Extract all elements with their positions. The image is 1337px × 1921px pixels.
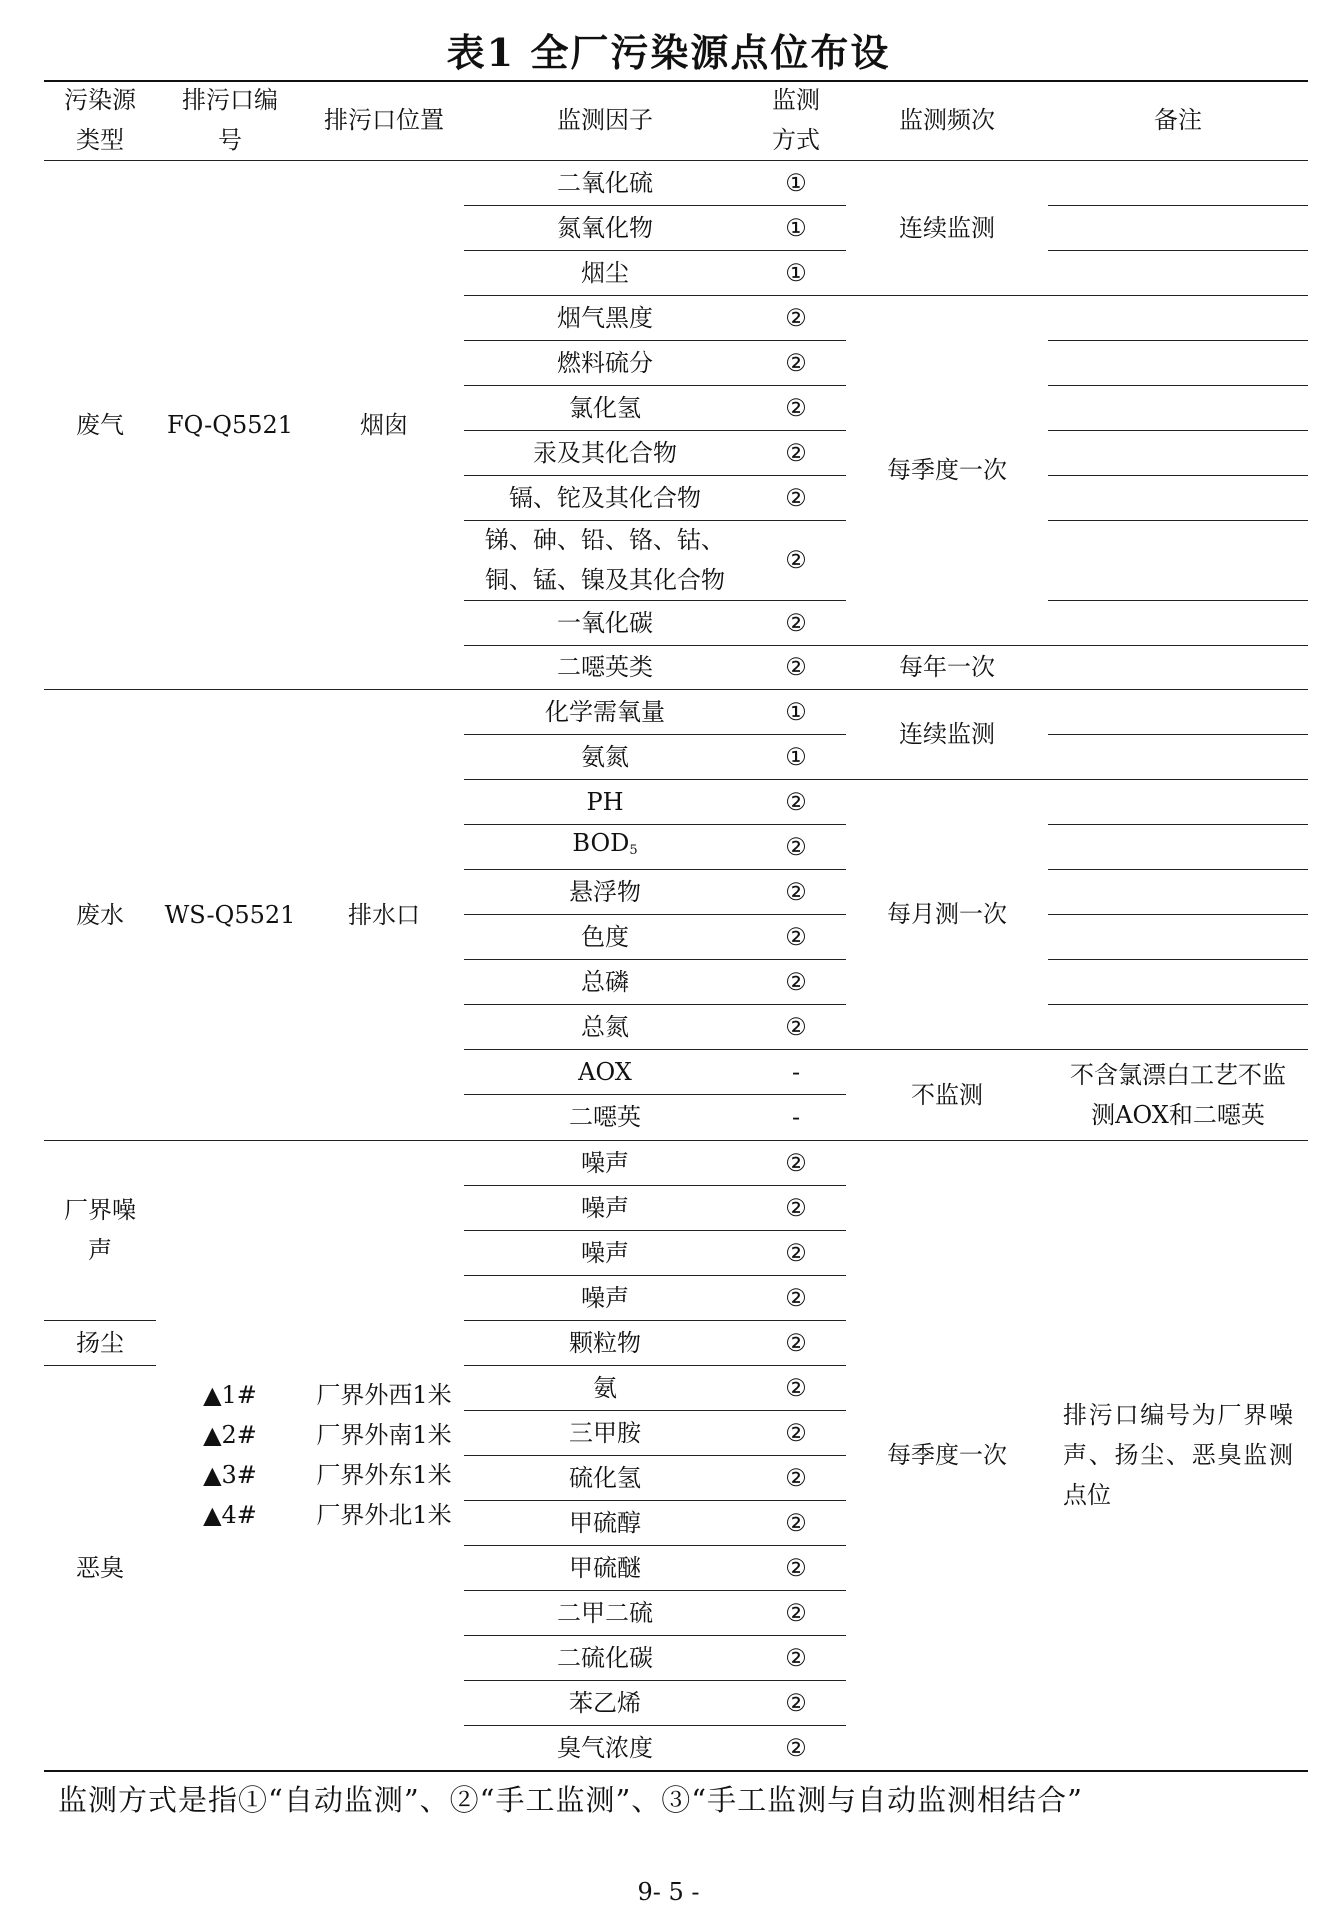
factor-cell: 氨氮 [581,742,629,771]
boundary-outlet-ids [156,1140,304,1770]
footnote: 监测方式是指①“自动监测”、②“手工监测”、③“手工监测与自动监测相结合” [58,1783,1083,1817]
factor-cell: 镉、铊及其化合物 [509,483,701,512]
remark-cell: 不含氯漂白工艺不监测AOX和二噁英 [1070,1060,1286,1129]
factor-cell: 色度 [581,922,629,951]
frequency-cell: 每月测一次 [887,900,1007,928]
factor-cell: 锑、砷、铅、铬、钴、铜、锰、镍及其化合物 [485,526,725,594]
factor-cell: 噪声 [581,1283,629,1312]
factor-cell: 二硫化碳 [557,1643,653,1672]
method-cell: ② [785,483,807,512]
method-cell: - [791,1057,801,1086]
method-cell: ② [785,787,807,816]
factor-cell: 噪声 [581,1238,629,1267]
factor-cell: 化学需氧量 [545,697,665,726]
factor-cell: 苯乙烯 [569,1688,641,1717]
frequency-cell: 不监测 [911,1080,983,1109]
outlet-id: ▲1# [203,1381,257,1409]
factor-cell: 燃料硫分 [557,348,653,377]
waste-gas-type: 废气 [76,410,124,439]
frequency-cell: 每季度一次 [887,1441,1007,1469]
method-cell: ① [785,168,807,197]
table-title: 表1 全厂污染源点位布设 [446,30,891,75]
method-cell: ② [785,967,807,996]
outlet-id: ▲2# [203,1421,257,1449]
method-cell: ② [785,438,807,467]
factor-cell: 氨 [593,1373,617,1402]
header-monitoring-frequency: 监测频次 [899,106,995,134]
method-cell: ② [785,546,807,574]
outlet-id: ▲4# [203,1501,257,1529]
factor-cell: AOX [578,1057,632,1086]
waste-water-outlet-id: WS-Q5521 [164,900,296,929]
header-pollution-type: 污染源类型 [64,86,136,154]
method-cell: ② [785,303,807,332]
factor-cell: 硫化氢 [569,1463,641,1492]
factor-cell: 二氧化硫 [557,168,653,197]
method-cell: ② [785,1283,807,1312]
method-cell: ② [785,832,807,861]
location-text: 厂界外西1米 [316,1381,452,1409]
method-cell: ② [785,1598,807,1627]
factor-cell: 氮氧化物 [557,213,653,242]
method-cell: ② [785,1733,807,1762]
factor-cell: 悬浮物 [569,877,641,906]
factor-cell: 氯化氢 [569,393,641,422]
factor-cell: 烟气黑度 [557,303,653,332]
boundary-locations [304,1140,464,1770]
header-monitoring-method: 监测方式 [772,86,820,154]
factor-cell: 总磷 [581,967,629,996]
method-cell: ② [785,653,807,681]
header-outlet-id: 排污口编号 [182,86,278,154]
factor-cell: 汞及其化合物 [533,438,677,467]
factor-cell: 二噁英 [569,1103,641,1131]
factor-cell: 二甲二硫 [557,1598,653,1627]
waste-gas-location: 烟囱 [360,410,408,439]
method-cell: ② [785,1193,807,1222]
method-cell: ① [785,742,807,771]
waste-gas-outlet-id: FQ-Q5521 [166,410,294,439]
method-cell: ① [785,258,807,287]
method-cell: ② [785,1148,807,1177]
factor-cell: 颗粒物 [569,1328,641,1357]
method-cell: ① [785,213,807,242]
method-cell: ② [785,1373,807,1402]
boundary-noise-type: 厂界噪声 [64,1196,136,1264]
method-cell: ② [785,1643,807,1672]
header-remarks: 备注 [1154,106,1202,134]
factor-cell: 噪声 [581,1148,629,1177]
method-cell: ② [785,1418,807,1447]
factor-cell: 甲硫醚 [569,1553,641,1582]
remark-cell: 排污口编号为厂界噪声、扬尘、恶臭监测点位 [1063,1401,1293,1509]
factor-cell: 二噁英类 [557,653,653,681]
bod-label: $BOD_5$ [572,828,638,858]
method-cell: ② [785,877,807,906]
method-cell: ① [785,697,807,726]
factor-cell: 烟尘 [581,258,629,287]
factor-cell: PH [586,787,624,816]
frequency-cell: 每年一次 [899,653,995,681]
monitoring-table [44,80,1308,1770]
method-cell: ② [785,348,807,377]
method-cell: ② [785,1328,807,1357]
method-cell: ② [785,1553,807,1582]
frequency-cell: 连续监测 [899,213,995,242]
method-cell: ② [785,1508,807,1537]
factor-cell: 三甲胺 [569,1418,641,1447]
frequency-cell: 每季度一次 [887,456,1007,484]
method-cell: - [791,1103,801,1131]
header-outlet-location: 排污口位置 [324,106,444,134]
outlet-id: ▲3# [203,1461,257,1489]
waste-water-location: 排水口 [348,900,420,929]
factor-cell: 噪声 [581,1193,629,1222]
method-cell: ② [785,393,807,422]
dust-type: 扬尘 [76,1328,124,1357]
frequency-cell: 连续监测 [899,720,995,748]
method-cell: ② [785,1238,807,1267]
method-cell: ② [785,1463,807,1492]
location-text: 厂界外南1米 [316,1421,452,1449]
method-cell: ② [785,1688,807,1717]
location-text: 厂界外北1米 [316,1501,452,1529]
factor-cell: 一氧化碳 [557,608,653,637]
page-number: 9- 5 - [637,1878,700,1906]
header-monitoring-factor: 监测因子 [557,106,653,134]
location-text: 厂界外东1米 [316,1461,452,1489]
factor-cell [464,824,746,869]
method-cell: ② [785,608,807,637]
method-cell: ② [785,1012,807,1041]
factor-cell: 总氮 [581,1012,629,1041]
waste-water-type: 废水 [76,900,124,929]
odor-type: 恶臭 [76,1553,124,1582]
factor-cell: 臭气浓度 [557,1733,653,1762]
method-cell: ② [785,922,807,951]
factor-cell: 甲硫醇 [569,1508,641,1537]
